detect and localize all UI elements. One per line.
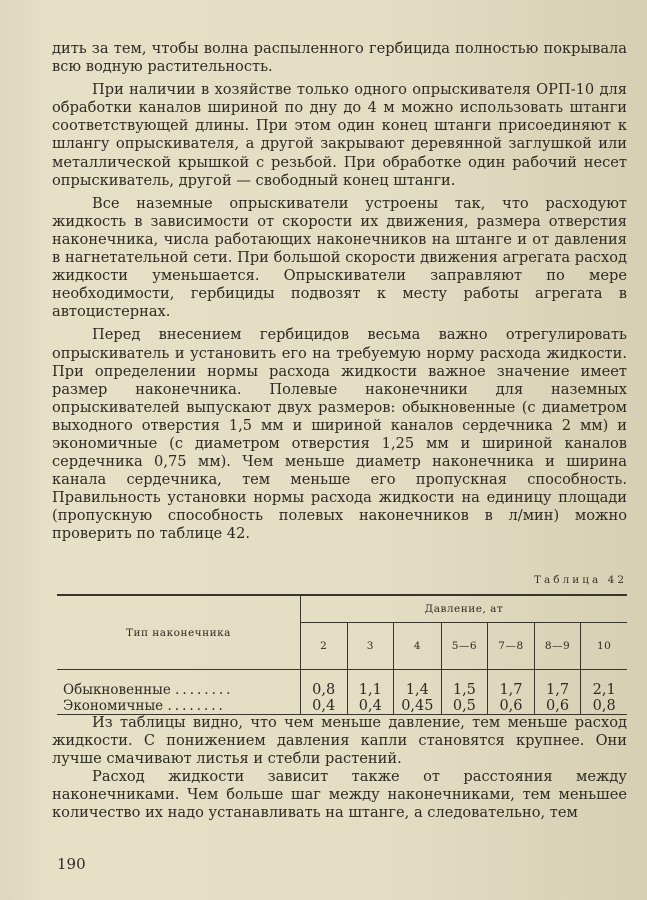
table-row	[57, 670, 627, 699]
table-cell: 2,1	[592, 682, 616, 698]
body-text-top	[52, 40, 627, 544]
pressure-header-cell: 2	[300, 623, 347, 670]
page-number: 190	[57, 855, 86, 873]
pressure-header-cell: 7—8	[488, 623, 535, 670]
table-cell: 1,7	[488, 670, 535, 699]
table-caption: Таблица 42	[534, 574, 627, 586]
pressure-header-cell: 8—9	[534, 623, 581, 670]
column-header-type: Тип наконечника	[57, 595, 300, 670]
table-cell: 0,5	[441, 698, 488, 715]
column-header-pressure: Давление, ат	[300, 595, 627, 623]
pressure-header-cell: 3	[347, 623, 394, 670]
table-cell: 0,6	[534, 698, 581, 715]
pressure-header-cell: 4	[394, 623, 441, 670]
paragraph: Расход жидкости зависит также от расстояния между наконечниками. Чем больше шаг между наконечниками, тем меньшее количество их надо устанавливать на штанге, а следовательно, тем	[52, 768, 627, 822]
table-cell: 0,8	[581, 698, 627, 715]
table-cell: 0,6	[488, 698, 535, 715]
paragraph: При наличии в хозяйстве только одного опрыскивателя ОРП-10 для обработки каналов шириной по дну до 4 м можно использовать штанги соответствующей длины. При этом один конец штанги присоединяют к шлангу опрыскивателя, а другой закрывают деревянной заглушкой или металлической крышкой с резьбой. При обработке один рабочий несет опрыскиватель, другой — свободный конец штанги.	[52, 81, 627, 189]
table-cell: 1,7	[534, 670, 581, 699]
table-cell: 0,45	[394, 698, 441, 715]
pressure-header-cell: 5—6	[441, 623, 488, 670]
table-cell: 0,4	[347, 698, 394, 715]
paragraph: Из таблицы видно, что чем меньше давление, тем меньше расход жидкости. С понижением давления капли становятся крупнее. Они лучше смачивают листья и стебли растений.	[52, 714, 627, 768]
table-cell: 1,4	[394, 670, 441, 699]
table-row	[57, 698, 627, 715]
pressure-header-cell: 10	[581, 623, 627, 670]
row-label: Обыкновенные ........	[57, 670, 300, 699]
body-text-bottom	[52, 714, 627, 823]
paragraph: дить за тем, чтобы волна распыленного гербицида полностью покрывала всю водную растительность.	[52, 40, 627, 76]
table-cell: 1,5	[441, 670, 488, 699]
table-cell: 0,8	[300, 670, 347, 699]
table-cell: 1,1	[347, 670, 394, 699]
row-label: Экономичные ........	[57, 698, 300, 715]
paragraph: Все наземные опрыскиватели устроены так, что расходуют жидкость в зависимости от скорости их движения, размера отверстия наконечника, числа работающих наконечников на штанге и от давления в нагнетательной сети. При большой скорости движения агрегата расход жидкости уменьшается. Опрыскиватели заправляют по мере необходимости, гербициды подвозят к месту работы агрегата в автоцистернах.	[52, 194, 627, 321]
paragraph: Перед внесением гербицидов весьма важно отрегулировать опрыскиватель и установить его на требуемую норму расхода жидкости. При определении нормы расхода жидкости важное значение имеет размер наконечника. Полевые наконечники для наземных опрыскивателей выпускают двух размеров: обыкновенные (с диаметром выходного отверстия 1,5 мм и шириной каналов сердечника 2 мм) и экономичные (с диаметром отверстия 1,25 мм и шириной каналов сердечника 0,75 мм). Чем меньше диаметр наконечника и ширина канала сердечника, тем меньше его пропускная способность. Правильность установки нормы расхода жидкости на единицу площади (пропускную способность полевых наконечников в л/мин) можно проверить по таблице 42.	[52, 326, 627, 543]
table-cell: 0,4	[300, 698, 347, 715]
nozzle-flow-table	[57, 594, 627, 715]
